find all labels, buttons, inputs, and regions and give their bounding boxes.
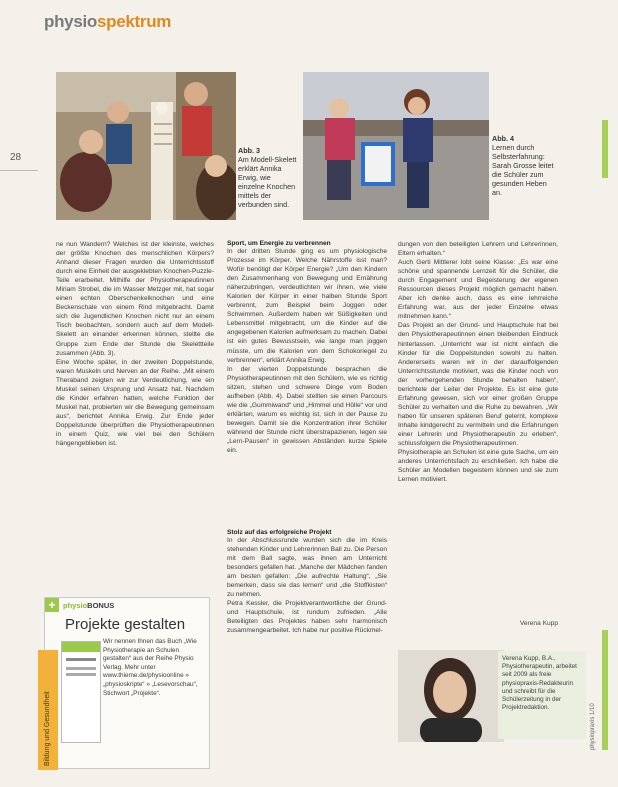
column-3-text: dungen von den beteiligten Lehrern und Lehrerinnen, Eltern erhalten.“ Auch Gerti Mittlerer lobt seine Klasse: „Es war eine schöne und spannende Lernzeit für die Schüler, die durch Engagement und Begeisterung der eigenen Ressourcen dieses Projekt möglich gemacht haben. Aber ich denke auch, dass es eine lehrreiche Erfahrung war, aus der jeder Einzelne etwas mitnehmen kann.“ Das Projekt an der Grund- und Hauptschule hat bei den Physiotherapeutinnen einen bleibenden Eindruck hinterlassen. „Unterricht war ist nicht einfach die Kinder für die Doppelstunden sowohl zu halten. Andererseits waren wir in der darauffolgenden Unterrichtsstunde motiviert, was die Kinder noch von der vorhergehenden Stunde behalten haben“, berichtete der Leiter der Projekte. Es ist eine gute Erfahrung gewesen, sich vor einer großen Gruppe Schüler zu verhalten und die Ruhe zu bewahren. „Wir haben für unseren späteren Beruf gelernt, komplexe Inhalte kindgerecht zu vermitteln und die Erfahrungen einer Lehrerin und Physiotherapeutin zu erleben“, schlussfolgern die Physiotherapeutinnen. Physiotherapie an Schulen ist eine gute Sache, um ein anderes Unterrichtsfach zu erschließen. Ich habe die Schüler an Modellen begeistern können und sie zum Lernen motiviert. xyxy=(398,241,558,484)
column-2-text-1: In der dritten Stunde ging es um physiologische Prozesse im Körper. Welche Nährstoffe isst man? Wofür benötigt der Körper Energie? „Um den Kindern den Zusammenhang von Bewegung und Ernährung näherzubringen, verdeutlichten wir ihnen, wie viele Kalorien der Körper in einer halben Stunde Sport verbrennt, zum Beispiel beim Joggen oder Schwimmen. Außerdem haben wir Süßigkeiten und Lebensmittel mitgebracht, um die Kinder auf die angegebenen Kalorien aufmerksam zu machen. Dabei ist ein gutes Bewusstsein, wie lange man joggen müsste, um die Kalorien von dem Schokoriegel zu verbrennen“, erklärt Annika Erwig. In der vierten Doppelstunde besprachen die Physiotherapeutinnen mit den Schülern, wie es richtig sitzen, stehen und schwere Dinge vom Boden aufheben (Abb. 4). Dabei stellten sie einen Parcours wie die „Gummiwand“ und „Himmel und Hölle“ vor und erklärten, warum es wichtig ist, sich in der Pause zu bewegen. Damit sie die Konzentration ihrer Schüler während der Stunde nicht überstrapazieren, legen sie „Lern-Pausen“ in gewissen Abständen kurze Spiele ein. xyxy=(227,248,387,455)
author-bio: Verena Kupp, B.A., Physiotherapeutin, arbeitet seit 2009 als freie physiopraxis-Redakteurin und schreibt für die Schülerzeitung in der Projektredaktion. xyxy=(502,655,577,712)
bonus-text: Wir nennen Ihnen das Buch „Wie Physiotherapie an Schulen gestalten“ aus der Reihe Physio Verlag. Mehr unter www.thieme.de/physioonline » „physioskripte“ » „Lesevorschau“, Stichwort „Projekte“. xyxy=(103,638,198,697)
page-number-rule xyxy=(0,170,38,171)
book-cover-image xyxy=(61,641,101,743)
author-bio-box xyxy=(498,651,586,739)
column-3 xyxy=(398,240,558,640)
caption-abb3-text: Am Modell-Skelett erklärt Annika Erwig, wie einzelne Knochen mittels der verbunden sind. xyxy=(238,155,297,209)
magazine-brand xyxy=(44,12,171,32)
bonus-heading-suffix: BONUS xyxy=(87,601,115,610)
bonus-heading-prefix: physio xyxy=(63,601,88,610)
column-2 xyxy=(227,240,387,770)
caption-abb4-label: Abb. 4 xyxy=(492,134,514,143)
author-portrait xyxy=(398,650,504,742)
vertical-footer-text: physiopraxis 1/10 xyxy=(590,703,596,750)
author-portrait-illustration xyxy=(398,650,504,742)
side-band xyxy=(38,650,58,770)
brand-part1: physio xyxy=(44,12,97,31)
caption-abb4 xyxy=(492,134,556,197)
caption-abb3 xyxy=(238,146,298,209)
photo-lifting-exercise xyxy=(303,72,489,220)
side-band-label: Bildung und Gesundheit xyxy=(44,691,51,766)
photo-skeleton-illustration xyxy=(56,72,236,220)
caption-abb3-label: Abb. 3 xyxy=(238,146,260,155)
caption-abb4-text: Lernen durch Selbsterfahrung: Sarah Grosse leitet die Schüler zum gesunden Heben an. xyxy=(492,143,554,197)
vertical-footer xyxy=(590,660,602,750)
author-name: Verena Kupp xyxy=(519,620,558,627)
right-accent-bar-top xyxy=(602,120,608,178)
bonus-heading xyxy=(63,601,114,610)
brand-part2: spektrum xyxy=(97,12,172,31)
photo-skeleton-class xyxy=(56,72,236,220)
right-accent-bar-bottom xyxy=(602,630,608,750)
bonus-box xyxy=(44,597,210,769)
bonus-title: Projekte gestalten xyxy=(65,616,186,633)
column-1: ne nun Wandern? Welches ist der kleinste, welches der größte Knochen des menschlichen Körpers? Anhand dieser Fragen wurden die Unterrichtsstoff durch eine Einheit der ausgeklebten Knochen-Puzzle-Teile erarbeitet. Mithilfe der Physiotherapeutinnen Miriam Strobel, die im Wasser Metzger mit, hat sogar einen echten Oberschenkelknochen und eine Beckenschale von einem Rind mitgebracht. Damit sich die Jugendlichen Knochen nicht nur an einem Tisch beobachten, sondern auch auf dem Modell-Skelett an einander erkennen können, stellte die Gruppe zum Ende der Stunde die Skelettteile zusammen (Abb. 3). Eine Woche später, in der zweiten Doppelstunde, waren Muskeln und Nerven an der Reihe. „Mit einem Theraband zeigten wir zur Verdeutlichung, wie ein Muskel seinen Ursprung und Ansatz hat. Nachdem die Kinder erfahren hatten, welche Funktion der Muskel hat, probierten wir die Bewegung gemeinsam aus“, berichtet Annika Erwig. Zur Ende jeder Doppelstunde überprüften die Physiotherapeutinnen in einem Quiz, wie viel bei den Schülern hängengeblieben ist. xyxy=(56,241,214,448)
column-2-text-2: In der Abschlussrunde wurden sich die im Kreis stehenden Kinder und Lehrerinnen Ball zu. Die Person mit dem Ball sagte, was ihnen am Unterricht besonders gefallen hat. „Manche der Mädchen fanden am besten gefallen: „Die aufrechte Haltung“, „Sie bemerken, dass sie das lernen“ und „die Stoffkisten“ zu nehmen. Petra Kessler, die Projektverantwortliche der Grund- und Hauptschule, ist rundum zufrieden. „Alle Beteiligten des Projektes haben sehr harmonisch zusammengearbeitet. Ich habe nur positive Rückmel- xyxy=(227,537,387,635)
page-number: 28 xyxy=(10,152,22,163)
column-2-heading-1: Sport, um Energie zu verbrennen xyxy=(227,240,331,247)
photo-lifting-illustration xyxy=(303,72,489,220)
column-2-heading-2: Stolz auf das erfolgreiche Projekt xyxy=(227,529,332,536)
bonus-plus-icon: + xyxy=(45,598,59,612)
